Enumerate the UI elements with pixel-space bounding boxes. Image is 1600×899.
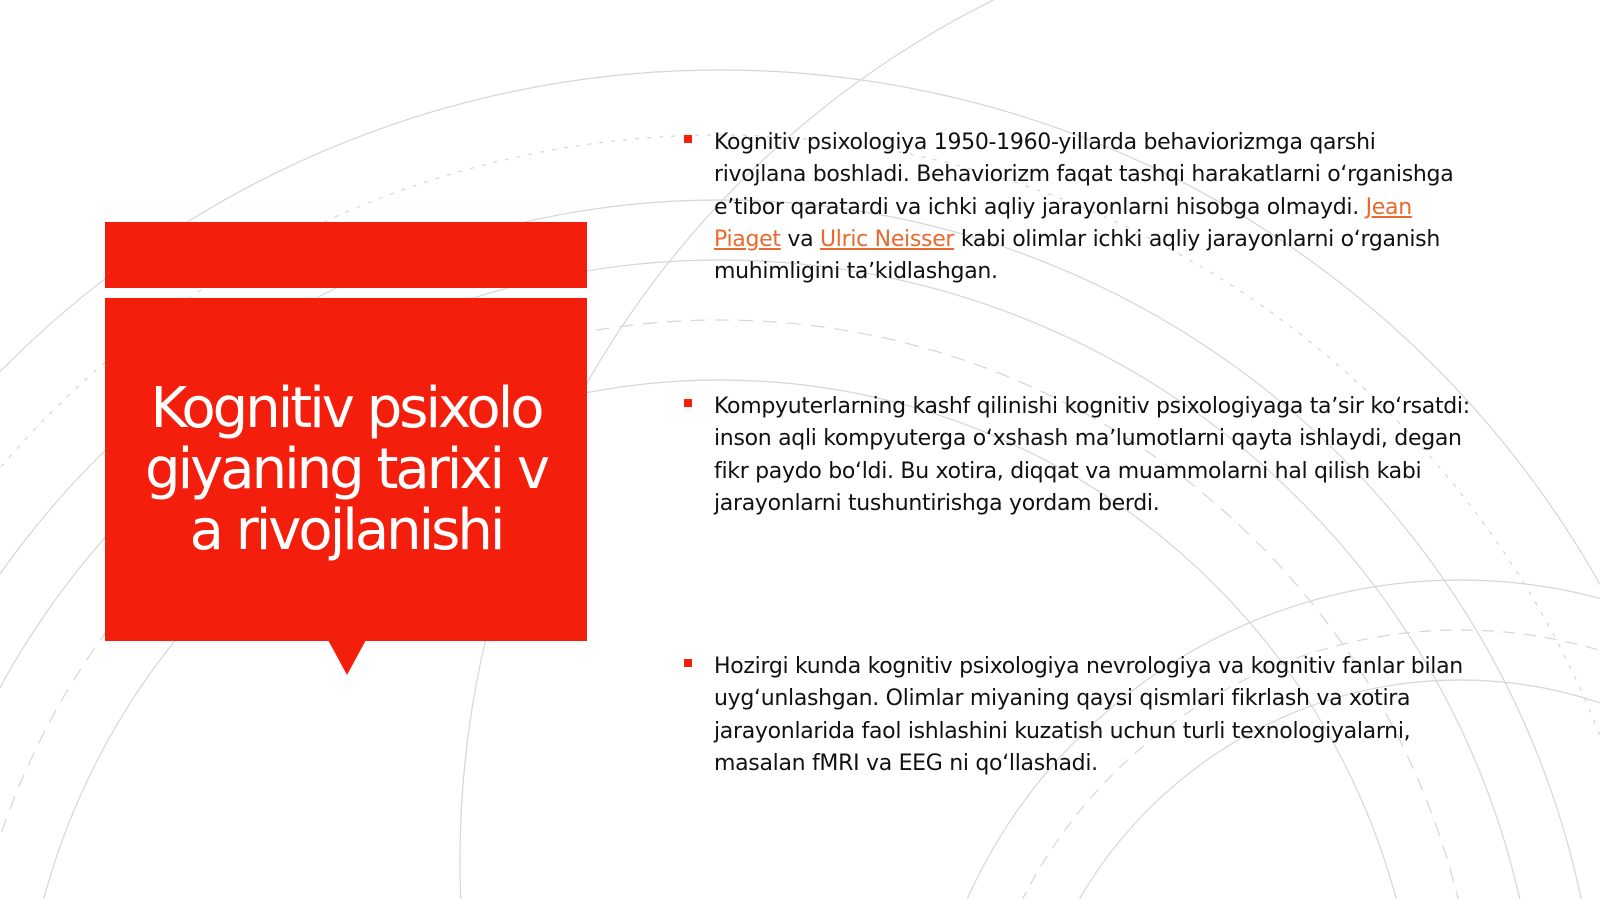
square-bullet-icon [684, 135, 692, 143]
title-accent-bar [105, 222, 587, 288]
square-bullet-icon [684, 399, 692, 407]
bullet-text-part: kabi olimlar ichki aqliy jarayonlarni oʻrganish muhimligini taʼkidlashgan. [714, 226, 1440, 285]
title-box-pointer [328, 640, 366, 675]
bullet-text-part: Kognitiv psixologiya 1950-1960-yillarda behaviorizmga qarshi rivojlana boshladi. Behaviorizm faqat tashqi harakatlarni oʻrganishga eʼtibor qaratardi va ichki aqliy jarayonlarni hisobga olmaydi. [714, 130, 1454, 220]
jean-piaget-link[interactable]: Jean Piaget [714, 194, 1412, 252]
title-box [105, 298, 587, 641]
bullet-text [714, 127, 1474, 288]
bullet-text: Hozirgi kunda kognitiv psixologiya nevrologiya va kognitiv fanlar bilan uygʻunlashgan. Olimlar miyaning qaysi qismlari fikrlash va xotira jarayonlarida faol ishlashini kuzatish uchun turli texnologiyalarni, masalan fMRI va EEG ni qoʻllashadi. [714, 654, 1463, 776]
bullet-text: Kompyuterlarning kashf qilinishi kognitiv psixologiyaga taʼsir koʻrsatdi: inson aqli kompyuterga oʻxshash maʼlumotlarni qayta ishlaydi, degan fikr paydo boʻldi. Bu xotira, diqqat va muammolarni hal qilish kabi jarayonlarni tushuntirishga yordam berdi. [714, 394, 1470, 516]
bullet-item [684, 391, 1484, 520]
slide-title: Kognitiv psixologiyaning tarixi va rivojlanishi [145, 376, 547, 563]
bullet-text-part: va [780, 226, 820, 252]
square-bullet-icon [684, 659, 692, 667]
ulric-neisser-link[interactable]: Ulric Neisser [820, 226, 955, 252]
bullet-item [684, 651, 1484, 780]
bullet-item [684, 127, 1484, 288]
